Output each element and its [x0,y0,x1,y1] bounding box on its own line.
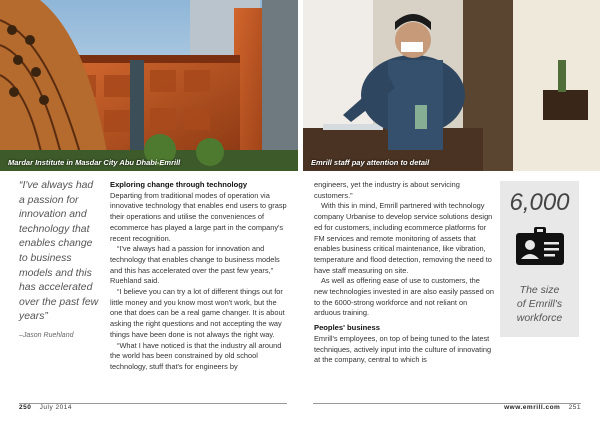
website-url: www.emrill.com [504,404,561,411]
footer-left [19,404,72,411]
paragraph: engineers, yet the industry is about servicing customers.” [314,180,460,200]
pull-quote [19,179,101,344]
pull-quote-attribution: –Jason Ruehland [19,331,74,339]
right-photo-caption: Emrill staff pay attention to detail [311,158,430,167]
stat-label-line: The size [519,284,560,296]
article-column-2 [314,180,494,366]
page-number-left: 250 [19,404,32,411]
stat-label-line: of Emrill's [516,298,563,310]
paragraph: “I believe you can try a lot of different things out for little money and you know most won't work, but the one that does can be a real game changer. It is about asking the right questions and not accepting the way things have been done is not always the right way. [110,287,285,339]
paragraph: With this in mind, Emrill partnered with technology company Urbanise to develop service solutions design ed for customers, including ecommerce platforms for FM services and remote monitoring of assets that enables business critical maintenance, like vibration, temperature and flood detection, removing the need to have staff measuring on site. [314,201,493,275]
paragraph: As well as offering ease of use to customers, the new technologies invested in are also easily passed on to the 6000-strong workforce and not reliant on arduous training. [314,276,494,318]
stat-label [500,283,579,325]
staff-cleaning-image [303,0,600,171]
workforce-stat-box [500,181,579,337]
paragraph: “I've always had a passion for innovation and technology that enables change to business models and this has accelerated over the past few years,” Ruehland said. [110,244,280,286]
paragraph: Emrill's employees, on top of being tuned to the latest techniques, actively input into the culture of innovating at the company, central to which is [314,333,492,365]
masdar-institute-photo [0,0,298,171]
stat-number: 6,000 [509,189,570,216]
stat-label-line: workforce [516,312,563,324]
page-number-right: 251 [568,404,581,411]
paragraph: Departing from traditional modes of operation via innovative technology that enables end users to grasp their operations and utilise the conveniences of ecommerce has played a large part in the company's recent recognition. [110,190,287,243]
id-badge-icon [516,227,564,265]
issue-date: July 2014 [39,404,72,411]
paragraph: “What I have noticed is that the industry all around the world has been constrained by old school technology, stuff that's for engineers by [110,340,282,371]
staff-cleaning-photo [303,0,600,171]
article-column-1 [110,180,288,373]
section-heading-peoples-business: Peoples' business [314,323,380,333]
footer-right [504,404,581,411]
left-photo-caption: Mardar Institute in Masdar City Abu Dhabi-Emrill [8,158,181,167]
pull-quote-text: “I've always had a passion for innovation and technology that enables change to business models and this has accelerated over the past few years” [19,180,99,323]
section-heading-exploring: Exploring change through technology [110,180,248,189]
masdar-institute-image [0,0,298,171]
